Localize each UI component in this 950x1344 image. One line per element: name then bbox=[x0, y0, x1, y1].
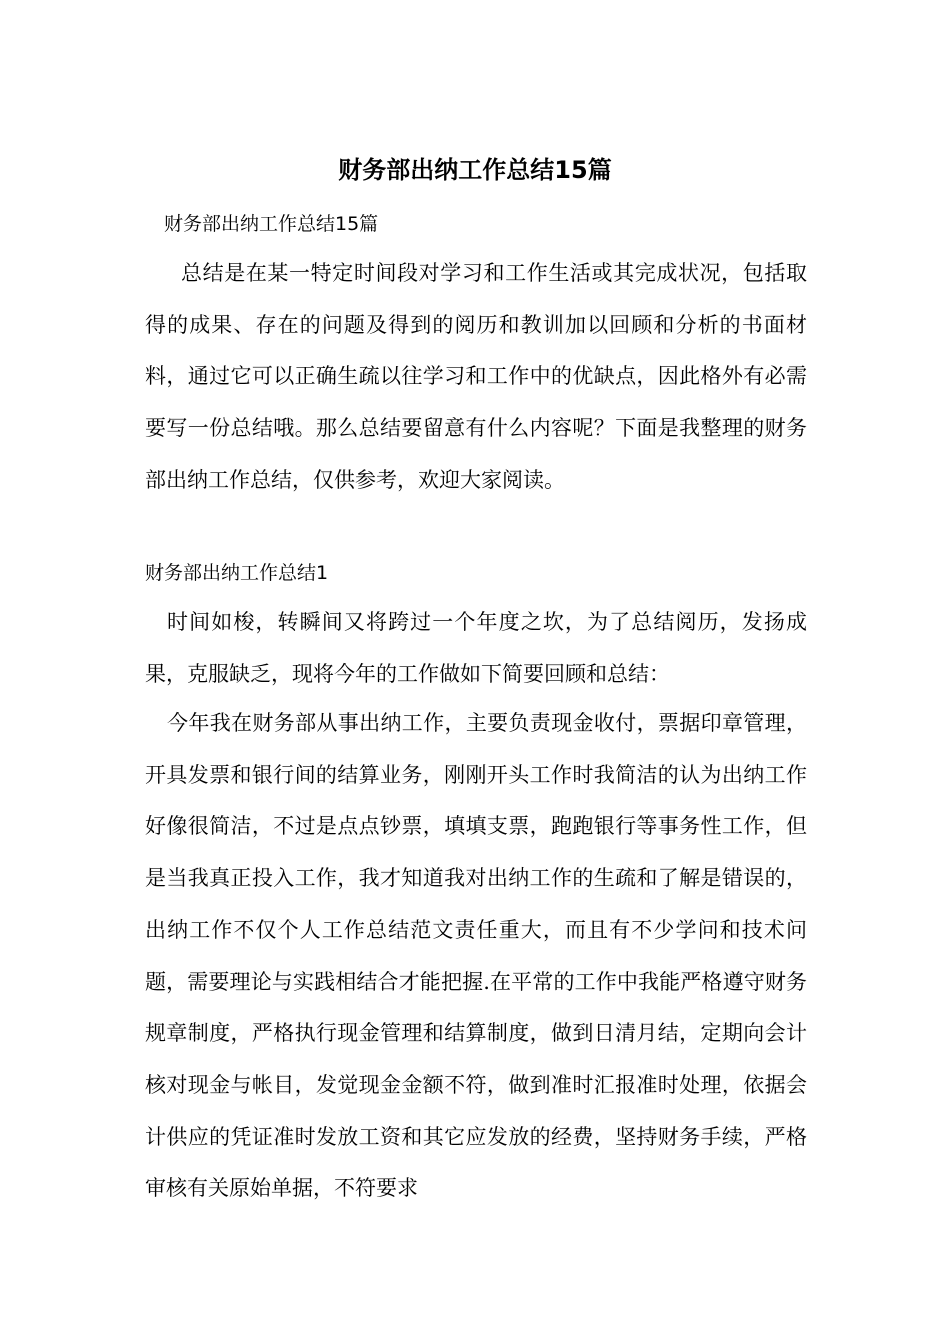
section1-paragraph-1: 时间如梭，转瞬间又将跨过一个年度之坎，为了总结阅历，发扬成果，克服缺乏，现将今年的工作做如下简要回顾和总结： bbox=[145, 610, 807, 686]
document-title: 财务部出纳工作总结15篇 bbox=[338, 156, 612, 184]
document-subtitle: 财务部出纳工作总结15篇 bbox=[164, 213, 379, 235]
section1-paragraph-2: 今年我在财务部从事出纳工作，主要负责现金收付，票据印章管理，开具发票和银行间的结算业务，刚刚开头工作时我简洁的认为出纳工作好像很简洁，不过是点点钞票，填填支票，跑跑银行等事务性工作，但是当我真正投入工作，我才知道我对出纳工作的生疏和了解是错误的，出纳工作不仅个人工作总结范文责任重大，而且有不少学问和技术问题，需要理论与实践相结合才能把握.在平常的工作中我能严格遵守财务规章制度，严格执行现金管理和结算制度，做到日清月结，定期向会计核对现金与帐目，发觉现金金额不符，做到准时汇报准时处理，依据会计供应的凭证准时发放工资和其它应发放的经费，坚持财务手续，严格审核有关原始单据，不符要求 bbox=[145, 711, 807, 1201]
intro-paragraph: 总结是在某一特定时间段对学习和工作生活或其完成状况，包括取得的成果、存在的问题及得到的阅历和教训加以回顾和分析的书面材料，通过它可以正确生疏以往学习和工作中的优缺点，因此格外有必需要写一份总结哦。那么总结要留意有什么内容呢？下面是我整理的财务部出纳工作总结，仅供参考，欢迎大家阅读。 bbox=[145, 261, 807, 492]
section-heading-1: 财务部出纳工作总结1 bbox=[145, 562, 329, 584]
